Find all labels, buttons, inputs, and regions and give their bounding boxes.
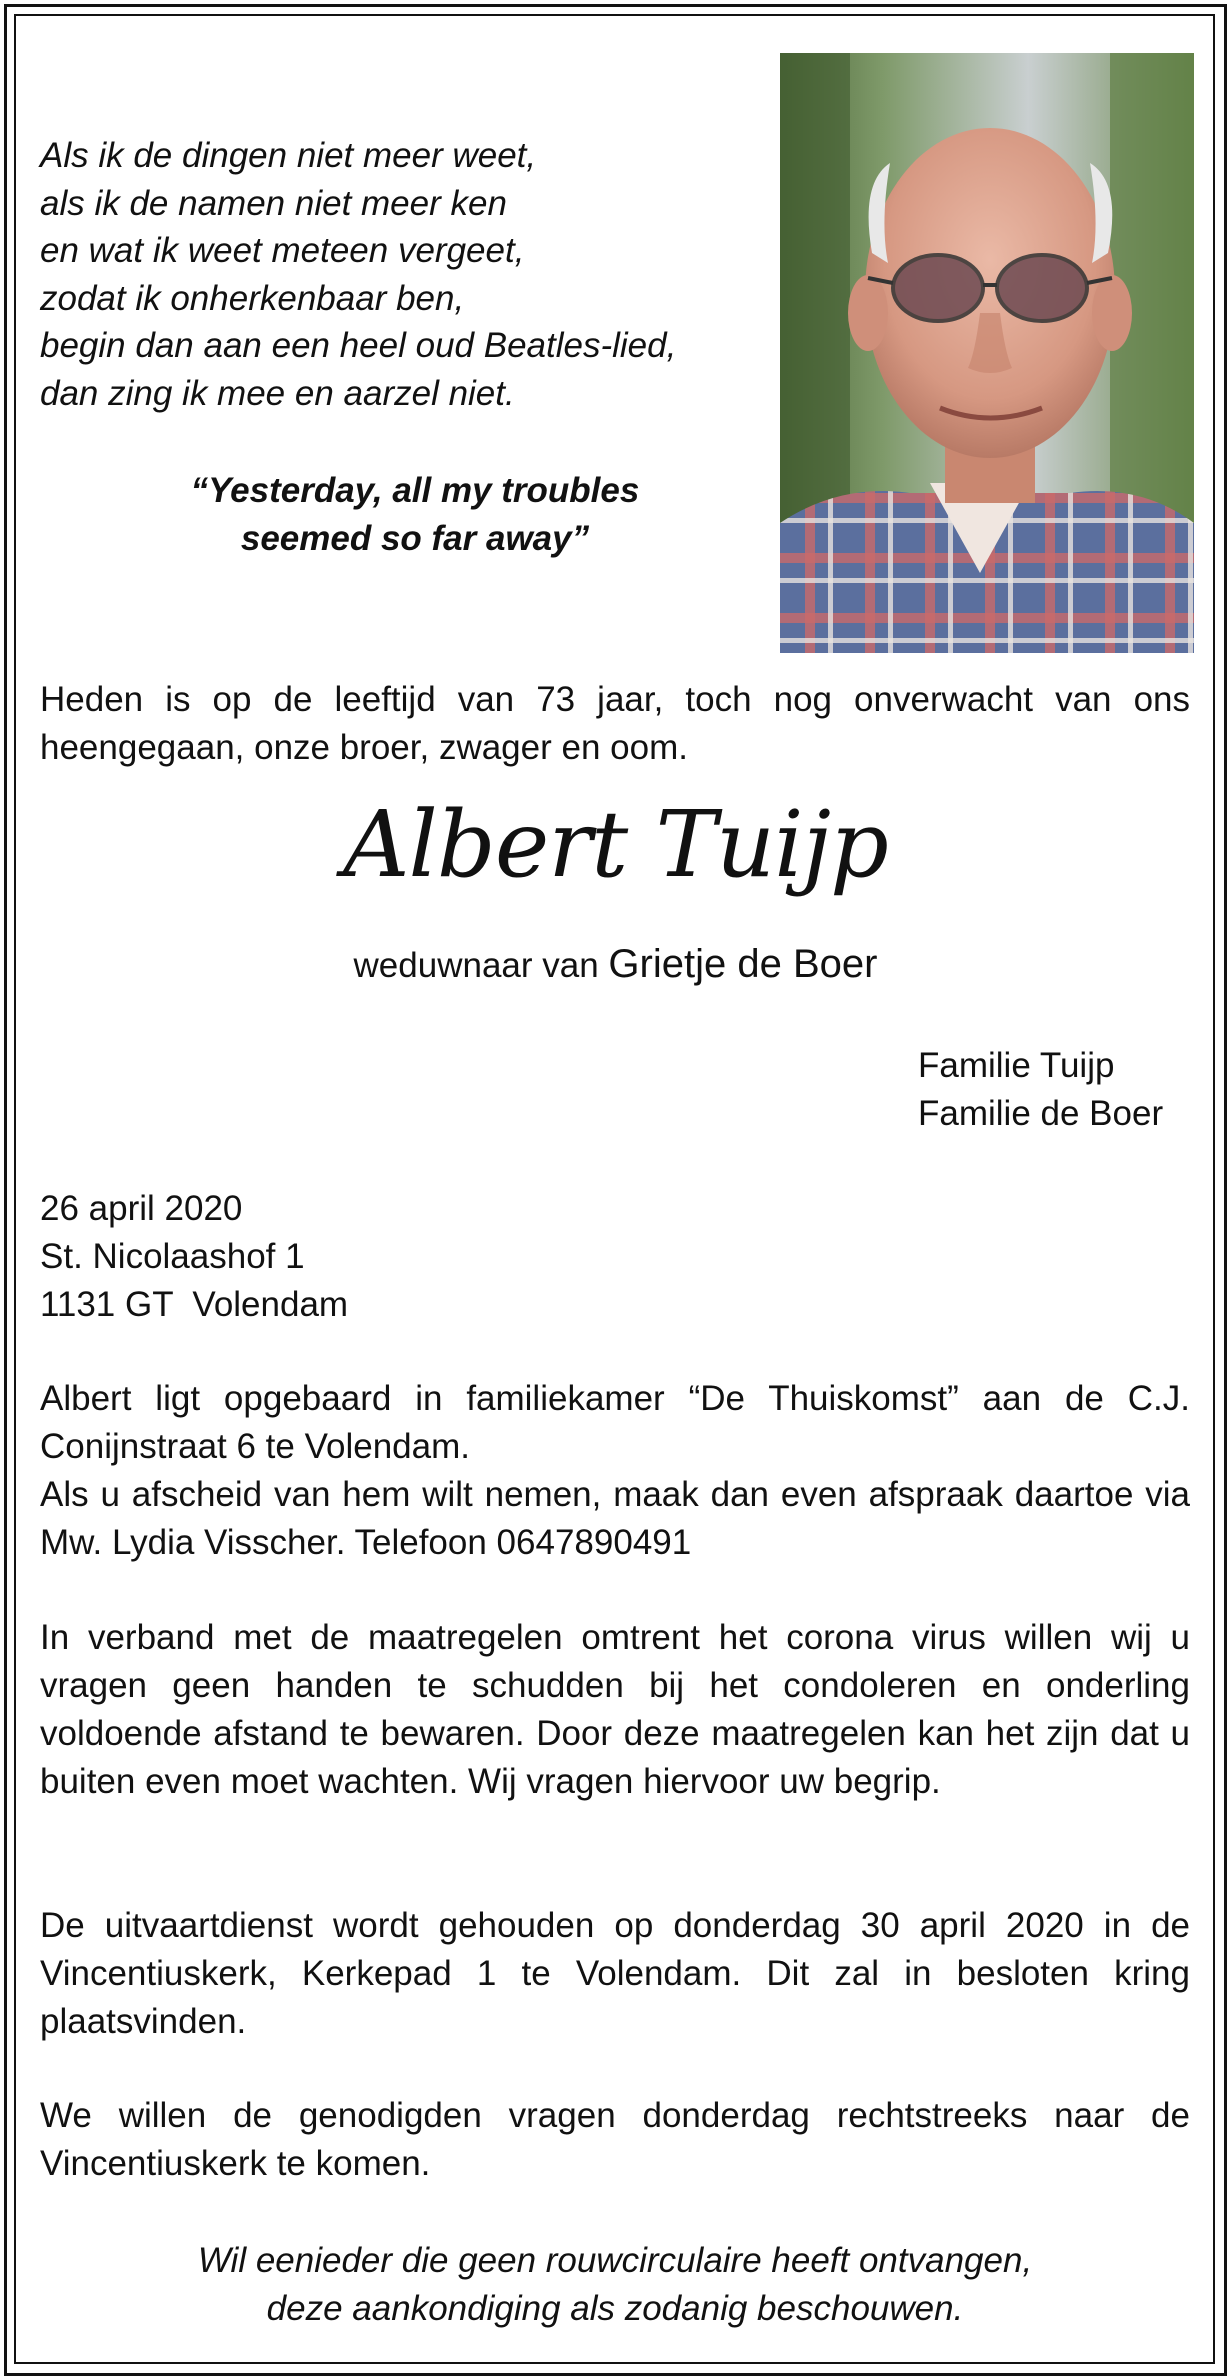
portrait-illustration [780, 53, 1194, 653]
corona-text: In verband met de maatregelen omtrent het corona virus willen wij u vragen geen handen te schudden bij het condoleren en onderling voldoende afstand te bewaren. Door deze maatregelen kan het zijn dat u buiten even moet wachten. Wij vragen hiervoor uw begrip. [40, 1618, 1190, 1801]
poem-line: als ik de namen niet meer ken [40, 183, 507, 223]
announcement-date: 26 april 2020 [40, 1189, 243, 1228]
corona-paragraph [40, 1614, 1190, 1806]
viewing-location-text: Albert ligt opgebaard in familiekamer “De Thuiskomst” aan de C.J. Conijnstraat 6 te Volendam. [40, 1379, 1190, 1466]
poem-line: begin dan aan een heel oud Beatles-lied, [40, 326, 677, 365]
funeral-text: De uitvaartdienst wordt gehouden op donderdag 30 april 2020 in de Vincentiuskerk, Kerkepad 1 te Volendam. Dit zal in besloten kring plaatsvinden. [40, 1906, 1190, 2041]
intro-text: Heden is op de leeftijd van 73 jaar, toch nog onverwacht van ons heengegaan, onze broer, zwager en oom. [40, 680, 1190, 767]
address-city: 1131 GT Volendam [40, 1285, 349, 1324]
viewing-paragraph [40, 1375, 1190, 1567]
address-block [40, 1185, 1190, 1329]
beatles-quote [40, 467, 790, 563]
closing-line: deze aankondiging als zodanig beschouwen. [266, 2289, 964, 2328]
deceased-name: Albert Tuijp [343, 791, 888, 898]
widower-line [0, 940, 1231, 990]
funeral-paragraph [40, 1902, 1190, 2046]
poem [40, 132, 760, 417]
family-signatures [918, 1042, 1163, 1138]
portrait-photo [780, 53, 1194, 653]
family-name: Familie de Boer [918, 1094, 1164, 1133]
spouse-name: Grietje de Boer [608, 942, 878, 986]
poem-line: dan zing ik mee en aarzel niet. [40, 373, 515, 413]
closing-note [40, 2237, 1190, 2333]
address-street: St. Nicolaashof 1 [40, 1237, 305, 1276]
death-announcement-intro [40, 676, 1190, 772]
family-name: Familie Tuijp [918, 1046, 1115, 1085]
quote-line: “Yesterday, all my troubles [190, 471, 640, 510]
poem-line: en wat ik weet meteen vergeet, [40, 231, 525, 270]
closing-line: Wil eenieder die geen rouwcirculaire heeft ontvangen, [197, 2241, 1033, 2280]
guests-text: We willen de genodigden vragen donderdag rechtstreeks naar de Vincentiuskerk te komen. [40, 2096, 1190, 2183]
widower-prefix: weduwnaar van [353, 946, 609, 985]
poem-line: zodat ik onherkenbaar ben, [40, 278, 465, 318]
guests-paragraph [40, 2092, 1190, 2188]
poem-line: Als ik de dingen niet meer weet, [40, 136, 537, 175]
quote-line: seemed so far away” [240, 519, 590, 558]
viewing-appointment-text: Als u afscheid van hem wilt nemen, maak dan even afspraak daartoe via Mw. Lydia Visscher. Telefoon 0647890491 [40, 1475, 1190, 1562]
